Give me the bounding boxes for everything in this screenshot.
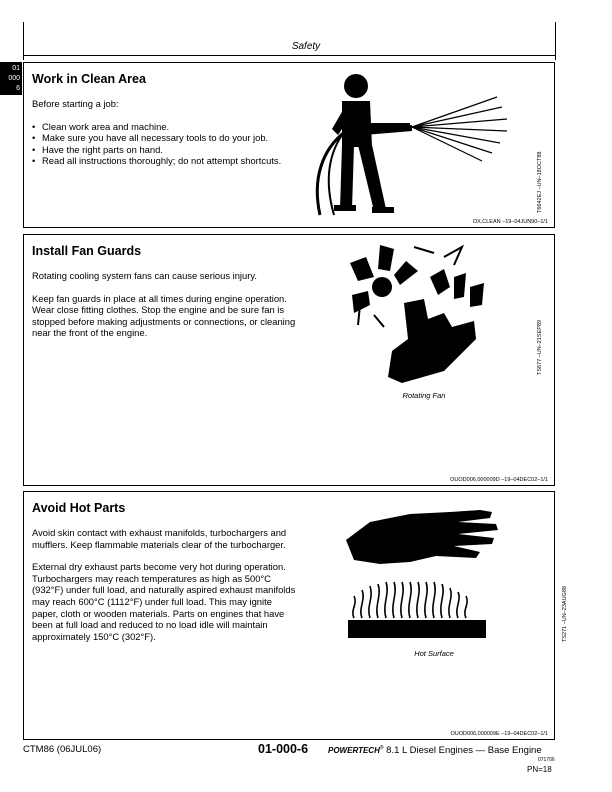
hot-surface-hand-icon <box>340 500 508 644</box>
bullet-list <box>32 121 297 167</box>
list-item: • Make sure you have all necessary tools to do your job. <box>32 132 297 144</box>
paragraph: External dry exhaust parts become very hot during operation. Turbochargers may reach temperatures as high as 500°C (932°F) under full load, and naturally aspired exhaust manifolds may reach 600°C (1112°F) under full load. This may ignite paper, cloth or wooden materials. Parts on engines that have been at full load and reduced to no load idle will maintain approximately 150°C (302°F). <box>32 561 296 642</box>
rotating-fan-hand-icon <box>344 243 504 393</box>
footer-pn: PN=18 <box>527 765 552 774</box>
list-item: • Have the right parts on hand. <box>32 144 297 156</box>
page-number: 01-000-6 <box>258 742 309 756</box>
list-item: • Clean work area and machine. <box>32 121 297 133</box>
image-code: TS271 –UN–23AUG88 <box>562 586 568 642</box>
paragraph: Keep fan guards in place at all times during engine operation. Wear close fitting clothes. Stop the engine and be sure fan is stopped before making adjustments or connections, or cleaning near the front of the engine. <box>32 292 296 339</box>
reference-code: OUOD006,000009D –19–04DEC02–1/1 <box>450 477 548 483</box>
page-header-title: Safety <box>291 41 321 52</box>
manual-number: CTM86 (06JUL06) <box>23 744 102 755</box>
section-avoid-hot-parts <box>23 491 568 740</box>
section-tab-line2: 000 <box>8 75 20 82</box>
list-item: • Read all instructions thoroughly; do not attempt shortcuts. <box>32 155 297 167</box>
section-tab-line1: 01 <box>12 65 20 72</box>
section-body <box>32 270 297 350</box>
section-work-in-clean-area <box>23 62 555 228</box>
section-tab-line3: 6 <box>16 85 20 92</box>
header-divider <box>23 55 556 56</box>
image-code: T6642EJ –UN–18OCT88 <box>537 151 543 213</box>
footer-date-code: 071706 <box>538 757 555 763</box>
section-install-fan-guards <box>23 234 555 486</box>
person-pressure-washing-icon <box>312 69 532 217</box>
image-caption: Hot Surface <box>414 649 454 658</box>
intro-text: Before starting a job: <box>32 98 119 109</box>
brand-name: POWERTECH <box>328 746 380 756</box>
section-tab <box>0 62 22 95</box>
section-title: Avoid Hot Parts <box>32 501 126 515</box>
section-body <box>32 527 297 653</box>
section-body <box>32 98 297 167</box>
reference-code: OUOD006,000009E –19–04DEC02–1/1 <box>450 731 548 737</box>
image-code: TS677 –UN–21SEP89 <box>537 319 543 375</box>
paragraph: Rotating cooling system fans can cause serious injury. <box>32 270 257 281</box>
reference-code: DX,CLEAN –19–04JUN90–1/1 <box>473 219 548 225</box>
manual-title: 8.1 L Diesel Engines — Base Engine <box>383 745 542 757</box>
registered-mark: ® <box>379 745 384 751</box>
paragraph: Avoid skin contact with exhaust manifolds, turbochargers and mufflers. Keep flammable materials clear of the turbocharger. <box>32 527 287 550</box>
image-caption: Rotating Fan <box>402 391 446 400</box>
section-title: Install Fan Guards <box>32 244 142 258</box>
footer-title <box>328 745 542 756</box>
section-title: Work in Clean Area <box>32 72 146 86</box>
